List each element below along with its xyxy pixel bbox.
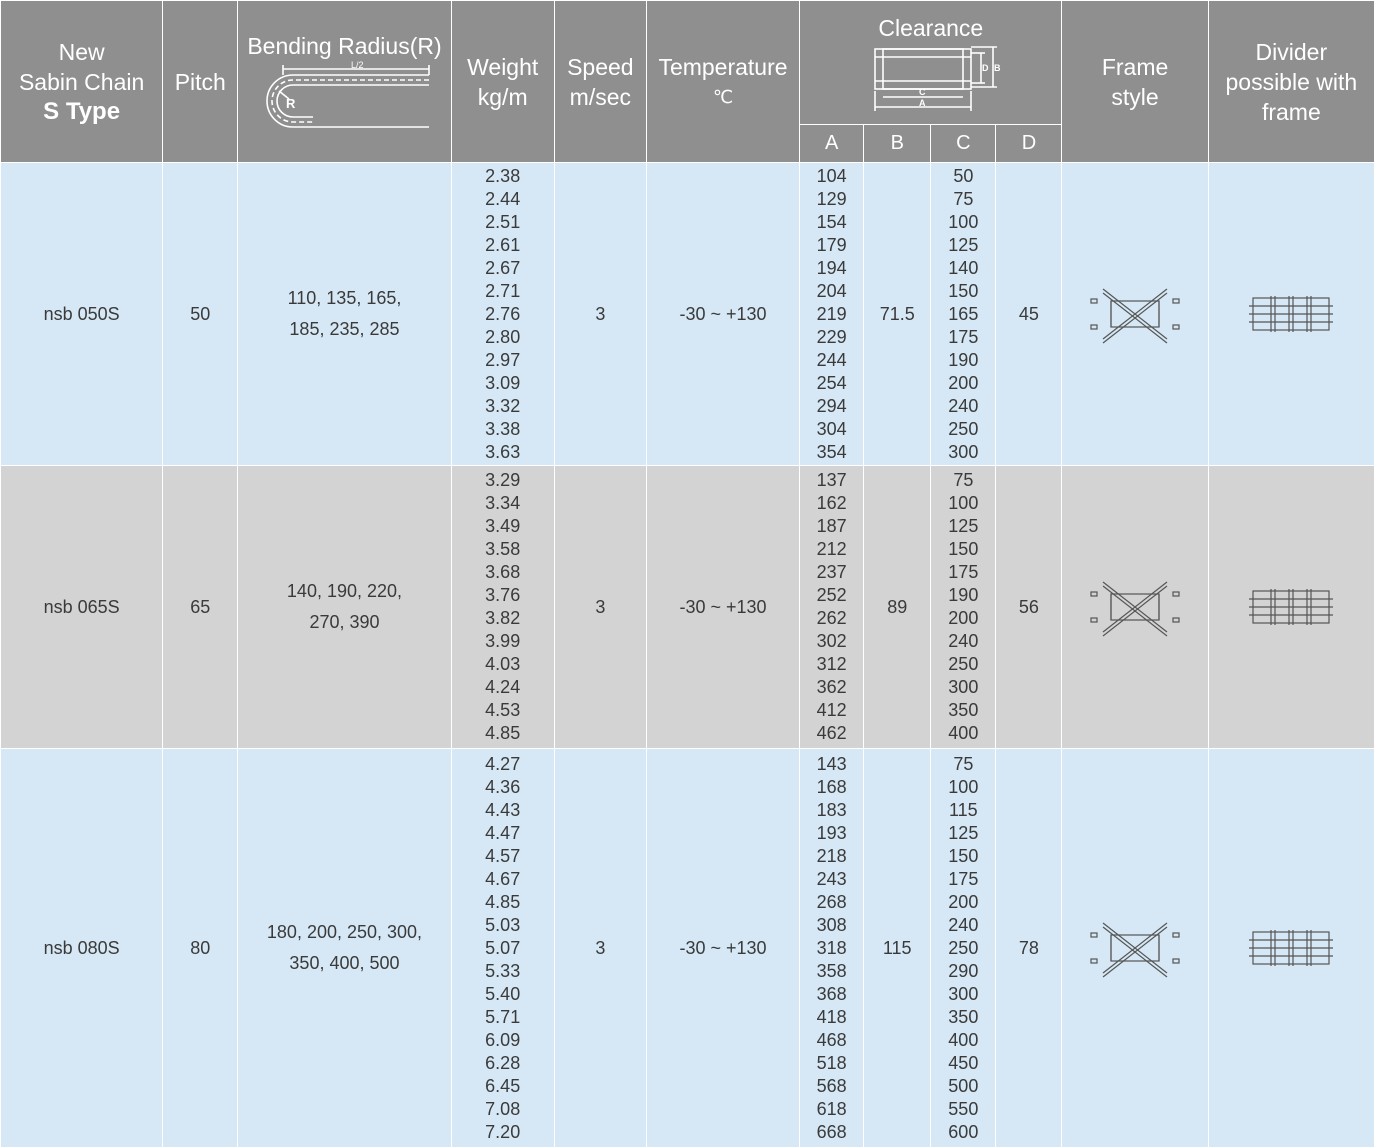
model-cell: nsb 080S: [1, 749, 163, 1148]
frame-style-icon: [1087, 279, 1183, 349]
diagram-label-d: D: [981, 62, 989, 73]
clearance-c-cell: [931, 163, 996, 466]
header-clearance-c: C: [931, 125, 996, 163]
clearance-a-cell-value: 462: [816, 723, 847, 743]
divider-cell: [1208, 163, 1374, 466]
clearance-c-cell-value: 350: [948, 700, 979, 720]
frame-style-icon: [1087, 572, 1183, 642]
diagram-label-a: A: [918, 97, 926, 108]
header-bending-radius-label: Bending Radius(R): [247, 32, 442, 59]
clearance-d-cell: 78: [996, 749, 1062, 1148]
clearance-c-cell-value: 175: [948, 326, 979, 347]
clearance-d-cell: 56: [996, 466, 1062, 749]
clearance-a-cell: [800, 466, 864, 749]
header-divider: [1208, 1, 1374, 163]
clearance-a-cell: [800, 749, 864, 1148]
clearance-c-cell-value: 175: [948, 868, 979, 889]
clearance-c-cell-value: 150: [948, 539, 979, 559]
clearance-c-cell-value: 500: [948, 1075, 979, 1096]
header-divider-line2: possible with: [1225, 68, 1358, 95]
clearance-c-cell: [931, 749, 996, 1148]
clearance-a-cell-value: 362: [816, 677, 847, 697]
weight-cell-value: 4.47: [485, 822, 521, 843]
clearance-a-cell-value: 154: [816, 211, 847, 232]
weight-cell-value: 3.58: [485, 539, 521, 559]
header-divider-line3: frame: [1261, 98, 1321, 125]
pitch-cell: 65: [163, 466, 238, 749]
header-speed: [554, 1, 646, 163]
clearance-c-cell-value: 600: [948, 1121, 979, 1142]
weight-cell-value: 4.53: [485, 700, 521, 720]
clearance-c-cell-value: 240: [948, 395, 979, 416]
clearance-a-cell-value: 268: [816, 891, 847, 912]
table-row: [1, 749, 1375, 1148]
weight-cell-value: 5.33: [485, 960, 521, 981]
weight-cell-value: 3.38: [485, 418, 521, 439]
clearance-c-cell-value: 75: [953, 470, 974, 490]
weight-cell-value: 2.67: [485, 257, 521, 278]
clearance-c-cell-value: 175: [948, 562, 979, 582]
weight-cell-value: 5.07: [485, 937, 521, 958]
temperature-cell: -30 ~ +130: [646, 163, 799, 466]
clearance-a-cell-value: 168: [816, 776, 847, 797]
clearance-a-cell-value: 194: [816, 257, 847, 278]
weight-cell-value: 4.43: [485, 799, 521, 820]
header-speed-label: Speed: [567, 53, 634, 80]
clearance-c-cell-value: 140: [948, 257, 979, 278]
clearance-a-cell: [800, 163, 864, 466]
temperature-cell: -30 ~ +130: [646, 466, 799, 749]
table-row: [1, 466, 1375, 749]
bending-radius-cell-value: 350, 400, 500: [289, 953, 400, 973]
clearance-c-cell-value: 150: [948, 845, 979, 866]
bending-radius-cell-value: 185, 235, 285: [289, 319, 400, 339]
weight-cell-value: 3.82: [485, 608, 521, 628]
clearance-c-cell-value: 240: [948, 914, 979, 935]
clearance-a-cell-value: 308: [816, 914, 847, 935]
bending-radius-diagram-icon: [253, 61, 435, 133]
clearance-c-cell-value: 250: [948, 654, 979, 674]
header-temperature-unit: ℃: [712, 86, 734, 107]
clearance-c-cell-value: 150: [948, 280, 979, 301]
weight-cell-value: 3.76: [485, 585, 521, 605]
header-model: [1, 1, 163, 163]
weight-cell-value: 2.76: [485, 303, 521, 324]
weight-cell-value: 3.99: [485, 631, 521, 651]
weight-cell-value: 6.45: [485, 1075, 521, 1096]
bending-radius-cell: [238, 163, 451, 466]
clearance-diagram-icon: [861, 43, 1001, 113]
diagram-label-r: R: [286, 95, 296, 111]
clearance-c-cell-value: 300: [948, 677, 979, 697]
weight-cell-value: 3.32: [485, 395, 521, 416]
weight-cell-value: 2.51: [485, 211, 521, 232]
bending-radius-cell: [238, 749, 451, 1148]
header-divider-line1: Divider: [1255, 38, 1328, 65]
clearance-b-cell: 71.5: [864, 163, 931, 466]
weight-cell-value: 2.80: [485, 326, 521, 347]
weight-cell-value: 4.85: [485, 891, 521, 912]
clearance-c-cell-value: 200: [948, 891, 979, 912]
clearance-a-cell-value: 368: [816, 983, 847, 1004]
clearance-a-cell-value: 212: [816, 539, 847, 559]
clearance-c-cell-value: 400: [948, 723, 979, 743]
weight-cell-value: 3.09: [485, 372, 521, 393]
weight-cell-value: 4.85: [485, 723, 521, 743]
diagram-label-b: B: [993, 62, 1001, 73]
weight-cell-value: 6.28: [485, 1052, 521, 1073]
clearance-c-cell-value: 100: [948, 776, 979, 797]
header-frame-style-line1: Frame: [1101, 53, 1169, 80]
model-cell: nsb 065S: [1, 466, 163, 749]
clearance-a-cell-value: 237: [816, 562, 847, 582]
clearance-a-cell-value: 187: [816, 516, 847, 536]
clearance-c-cell-value: 290: [948, 960, 979, 981]
bending-radius-cell: [238, 466, 451, 749]
header-weight-label: Weight: [467, 53, 539, 80]
clearance-a-cell-value: 468: [816, 1029, 847, 1050]
divider-icon: [1249, 587, 1333, 627]
clearance-a-cell-value: 312: [816, 654, 847, 674]
clearance-a-cell-value: 143: [816, 753, 847, 774]
header-bending-radius: [238, 1, 451, 163]
weight-cell: [451, 749, 554, 1148]
weight-cell-value: 3.49: [485, 516, 521, 536]
clearance-a-cell-value: 244: [816, 349, 847, 370]
weight-cell-value: 4.36: [485, 776, 521, 797]
table-row: [1, 163, 1375, 466]
weight-cell-value: 4.24: [485, 677, 521, 697]
header-temperature: [646, 1, 799, 163]
clearance-c-cell: [931, 466, 996, 749]
clearance-a-cell-value: 162: [816, 493, 847, 513]
diagram-label-l: L/2: [351, 60, 364, 70]
weight-cell-value: 2.38: [485, 165, 521, 186]
clearance-c-cell-value: 115: [948, 799, 978, 820]
weight-cell-value: 7.08: [485, 1098, 521, 1119]
header-frame-style-line2: style: [1111, 83, 1159, 110]
clearance-a-cell-value: 129: [816, 188, 847, 209]
pitch-cell: 50: [163, 163, 238, 466]
bending-radius-cell-value: 140, 190, 220,: [286, 581, 403, 601]
clearance-c-cell-value: 250: [948, 937, 979, 958]
header-model-type: S Type: [43, 97, 121, 125]
clearance-c-cell-value: 75: [953, 753, 974, 774]
clearance-a-cell-value: 183: [816, 799, 847, 820]
clearance-a-cell-value: 229: [816, 326, 847, 347]
clearance-c-cell-value: 400: [948, 1029, 979, 1050]
weight-cell: [451, 163, 554, 466]
header-clearance-d: D: [996, 125, 1062, 163]
clearance-a-cell-value: 412: [816, 700, 847, 720]
speed-cell: 3: [554, 163, 646, 466]
clearance-d-cell: 45: [996, 163, 1062, 466]
weight-cell-value: 6.09: [485, 1029, 521, 1050]
model-cell: nsb 050S: [1, 163, 163, 466]
weight-cell-value: 3.68: [485, 562, 521, 582]
clearance-a-cell-value: 358: [816, 960, 847, 981]
clearance-a-cell-value: 518: [816, 1052, 847, 1073]
clearance-a-cell-value: 418: [816, 1006, 847, 1027]
header-clearance-b: B: [864, 125, 931, 163]
weight-cell-value: 2.61: [485, 234, 521, 255]
clearance-c-cell-value: 200: [948, 608, 979, 628]
frame-style-cell: [1062, 163, 1208, 466]
clearance-a-cell-value: 568: [816, 1075, 847, 1096]
speed-cell: 3: [554, 749, 646, 1148]
clearance-c-cell-value: 300: [948, 441, 979, 462]
clearance-c-cell-value: 190: [948, 585, 979, 605]
weight-cell-value: 3.34: [485, 493, 521, 513]
bending-radius-cell-value: 110, 135, 165,: [287, 288, 402, 308]
clearance-a-cell-value: 304: [816, 418, 847, 439]
weight-cell-value: 5.40: [485, 983, 521, 1004]
divider-icon: [1249, 294, 1333, 334]
clearance-c-cell-value: 200: [948, 372, 979, 393]
header-weight-unit: kg/m: [477, 83, 528, 110]
weight-cell-value: 5.71: [485, 1006, 521, 1027]
clearance-c-cell-value: 450: [948, 1052, 979, 1073]
diagram-label-c: C: [918, 86, 926, 97]
header-speed-unit: m/sec: [569, 83, 631, 110]
clearance-a-cell-value: 193: [816, 822, 847, 843]
clearance-c-cell-value: 350: [948, 1006, 979, 1027]
pitch-cell: 80: [163, 749, 238, 1148]
clearance-c-cell-value: 240: [948, 631, 979, 651]
clearance-a-cell-value: 104: [816, 165, 847, 186]
clearance-a-cell-value: 294: [816, 395, 847, 416]
clearance-a-cell-value: 179: [816, 234, 847, 255]
divider-icon: [1249, 928, 1333, 968]
weight-cell-value: 2.71: [485, 280, 521, 301]
clearance-a-cell-value: 243: [816, 868, 847, 889]
clearance-c-cell-value: 250: [948, 418, 979, 439]
clearance-c-cell-value: 125: [948, 234, 979, 255]
divider-cell: [1208, 749, 1374, 1148]
clearance-a-cell-value: 254: [816, 372, 847, 393]
header-clearance-a: A: [800, 125, 864, 163]
frame-style-icon: [1087, 913, 1183, 983]
header-model-line2: Sabin Chain: [18, 68, 145, 95]
clearance-c-cell-value: 550: [948, 1098, 979, 1119]
header-pitch: Pitch: [163, 1, 238, 163]
clearance-a-cell-value: 219: [816, 303, 847, 324]
clearance-b-cell: 89: [864, 466, 931, 749]
clearance-c-cell-value: 190: [948, 349, 979, 370]
weight-cell-value: 4.67: [485, 868, 521, 889]
clearance-a-cell-value: 204: [816, 280, 847, 301]
clearance-a-cell-value: 354: [816, 441, 847, 462]
frame-style-cell: [1062, 749, 1208, 1148]
clearance-c-cell-value: 300: [948, 983, 979, 1004]
clearance-a-cell-value: 137: [816, 470, 847, 490]
header-clearance-label: Clearance: [878, 14, 984, 41]
frame-style-cell: [1062, 466, 1208, 749]
speed-cell: 3: [554, 466, 646, 749]
divider-cell: [1208, 466, 1374, 749]
weight-cell: [451, 466, 554, 749]
clearance-c-cell-value: 100: [948, 493, 979, 513]
header-model-line1: New: [58, 38, 105, 65]
clearance-a-cell-value: 318: [816, 937, 847, 958]
header-weight: [451, 1, 554, 163]
clearance-a-cell-value: 302: [816, 631, 847, 651]
weight-cell-value: 2.97: [485, 349, 521, 370]
temperature-cell: -30 ~ +130: [646, 749, 799, 1148]
header-clearance: [800, 1, 1062, 125]
clearance-c-cell-value: 75: [953, 188, 974, 209]
clearance-c-cell-value: 125: [948, 822, 979, 843]
weight-cell-value: 7.20: [485, 1121, 521, 1142]
weight-cell-value: 4.57: [485, 845, 521, 866]
clearance-a-cell-value: 618: [816, 1098, 847, 1119]
weight-cell-value: 3.29: [485, 470, 521, 490]
clearance-a-cell-value: 252: [816, 585, 847, 605]
clearance-a-cell-value: 668: [816, 1121, 847, 1142]
weight-cell-value: 5.03: [485, 914, 521, 935]
clearance-c-cell-value: 125: [948, 516, 979, 536]
header-temperature-label: Temperature: [658, 53, 788, 80]
weight-cell-value: 3.63: [485, 441, 521, 462]
weight-cell-value: 4.27: [485, 753, 521, 774]
weight-cell-value: 4.03: [485, 654, 521, 674]
clearance-c-cell-value: 165: [948, 303, 979, 324]
bending-radius-cell-value: 180, 200, 250, 300,: [266, 922, 423, 942]
clearance-c-cell-value: 100: [948, 211, 979, 232]
bending-radius-cell-value: 270, 390: [309, 612, 380, 632]
clearance-a-cell-value: 218: [816, 845, 847, 866]
clearance-b-cell: 115: [864, 749, 931, 1148]
clearance-c-cell-value: 50: [953, 165, 974, 186]
header-frame-style: [1062, 1, 1208, 163]
clearance-a-cell-value: 262: [816, 608, 847, 628]
weight-cell-value: 2.44: [485, 188, 521, 209]
